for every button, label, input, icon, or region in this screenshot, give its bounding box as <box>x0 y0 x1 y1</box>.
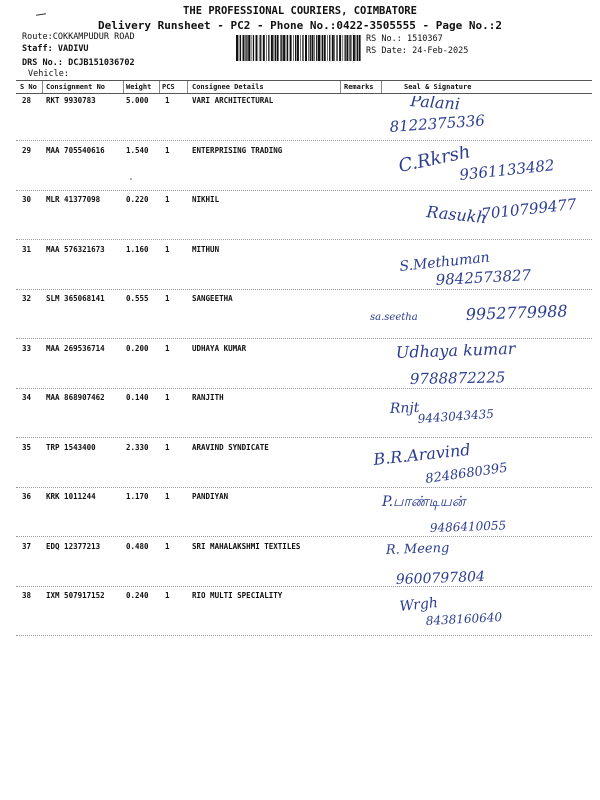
row-pcs: 1 <box>165 244 170 254</box>
barcode-bar <box>339 35 341 61</box>
row-weight: 0.220 <box>126 195 149 204</box>
row-consignee: UDHAYA KUMAR <box>192 343 247 353</box>
signature-drawing <box>370 443 590 493</box>
row-weight: 1.540 <box>126 145 149 155</box>
row-pcs: 1 <box>165 393 170 402</box>
barcode-bar <box>322 35 323 61</box>
signature-drawing <box>370 492 590 542</box>
rs-no-value: 1510367 <box>406 34 443 44</box>
row-weight: 1.170 <box>126 492 149 501</box>
staff-value: VADIVU <box>57 44 89 54</box>
signature-phone: 7010799477 <box>480 195 578 223</box>
barcode-bar <box>312 35 314 61</box>
rs-no-line <box>366 34 443 44</box>
barcode-bar <box>280 35 281 61</box>
header-bottom-rule <box>16 93 592 94</box>
row-consignment-no: MAA 705540616 <box>46 145 105 155</box>
row-separator <box>16 635 592 636</box>
col-header-sno: S No <box>20 83 37 91</box>
barcode-bar <box>327 35 328 61</box>
barcode-bar <box>336 35 337 61</box>
row-signature <box>370 542 590 592</box>
signature-phone: 9952779988 <box>465 301 568 324</box>
row-signature <box>370 344 590 394</box>
row-separator <box>16 536 592 537</box>
barcode-bar <box>295 35 296 61</box>
route-label: Route: <box>22 32 53 42</box>
stray-mark <box>130 178 132 180</box>
col-header-pcs: PCS <box>162 83 175 91</box>
row-consignee: VARI ARCHITECTURAL <box>192 96 274 105</box>
barcode-bar <box>243 35 245 61</box>
barcode-bar <box>290 35 292 61</box>
signature-drawing <box>370 96 590 146</box>
row-weight: 1.160 <box>126 244 149 254</box>
row-separator <box>16 140 592 141</box>
barcode-bar <box>318 35 320 61</box>
barcode-bar <box>316 35 317 61</box>
barcode-bar <box>253 35 254 61</box>
barcode-bar <box>353 35 355 61</box>
barcode-bar <box>308 35 309 61</box>
drs-line <box>22 58 135 68</box>
col-header-weight: Weight <box>126 83 152 91</box>
row-pcs: 1 <box>165 294 170 303</box>
company-title: THE PROFESSIONAL COURIERS, COIMBATORE <box>183 5 417 17</box>
row-consignment-no: MLR 41377098 <box>46 195 101 204</box>
signature-drawing <box>370 591 590 641</box>
signature-phone: 9361133482 <box>458 155 556 184</box>
table-row <box>0 542 600 592</box>
row-weight: 2.330 <box>126 442 149 452</box>
barcode-bar <box>277 35 279 61</box>
col-header-remarks: Remarks <box>344 83 374 91</box>
signature-name: S.Methuman <box>398 249 491 275</box>
table-row <box>0 443 600 493</box>
col-divider <box>42 81 43 93</box>
header-top-rule <box>16 80 592 81</box>
signature-name: Palani <box>409 96 461 114</box>
signature-drawing <box>370 393 590 443</box>
rs-date-line <box>366 46 468 56</box>
row-pcs: 1 <box>165 442 170 452</box>
barcode-bar <box>236 35 238 61</box>
row-sno: 34 <box>22 393 32 402</box>
row-signature <box>370 393 590 443</box>
row-consignee: PANDIYAN <box>192 492 229 501</box>
col-header-consignee: Consignee Details <box>192 83 264 91</box>
row-weight: 0.240 <box>126 591 149 600</box>
barcode-bar <box>240 35 241 61</box>
row-pcs: 1 <box>165 145 170 155</box>
barcode-bar <box>345 35 346 61</box>
row-sno: 31 <box>22 244 32 254</box>
signature-name: Rnjt <box>389 399 420 417</box>
barcode-bar <box>349 35 350 61</box>
row-sno: 36 <box>22 492 32 501</box>
barcode-bar <box>302 35 303 61</box>
barcode-bar <box>332 35 334 61</box>
barcode-bar <box>321 35 322 61</box>
row-separator <box>16 289 592 290</box>
row-weight: 0.200 <box>126 343 149 353</box>
row-consignment-no: MAA 576321673 <box>46 244 105 254</box>
barcode-bar <box>310 35 311 61</box>
barcode-bar <box>334 35 335 61</box>
vehicle-label: Vehicle: <box>28 69 69 79</box>
row-separator <box>16 586 592 587</box>
signature-name: sa.seetha <box>370 312 418 323</box>
barcode-bar <box>281 35 282 61</box>
rs-date-value: 24-Feb-2025 <box>412 46 469 56</box>
row-separator <box>16 190 592 191</box>
col-divider <box>340 81 341 93</box>
route-value: COKKAMPUDUR ROAD <box>52 32 135 42</box>
row-consignee: ENTERPRISING TRADING <box>192 145 283 155</box>
barcode-bar <box>300 35 301 61</box>
signature-name: P.பாண்டியன் <box>382 494 466 510</box>
barcode-bar <box>346 35 348 61</box>
row-separator <box>16 239 592 240</box>
row-sno: 37 <box>22 541 32 551</box>
signature-phone: 9486410055 <box>429 518 507 535</box>
barcode-bar <box>297 35 299 61</box>
barcode-bar <box>283 35 285 61</box>
row-consignment-no: MAA 868907462 <box>46 393 105 402</box>
barcode-bar <box>287 35 288 61</box>
signature-name: Wrgh <box>398 595 439 615</box>
barcode-bar <box>245 35 246 61</box>
table-row <box>0 591 600 641</box>
table-row <box>0 344 600 394</box>
barcode-bar <box>274 35 275 61</box>
row-signature <box>370 294 590 344</box>
row-signature <box>370 146 590 196</box>
row-consignee: SRI MAHALAKSHMI TEXTILES <box>192 541 301 551</box>
signature-name: C.Rkrsh <box>396 145 473 177</box>
barcode-bar <box>248 35 250 61</box>
barcode-bar <box>271 35 273 61</box>
row-separator <box>16 487 592 488</box>
barcode-bar <box>359 35 361 61</box>
row-consignment-no: IXM 507917152 <box>46 591 105 600</box>
row-weight: 0.140 <box>126 393 149 402</box>
signature-name: R. Meeng <box>385 541 450 558</box>
row-signature <box>370 96 590 146</box>
col-divider <box>381 81 382 93</box>
barcode-bar <box>275 35 276 61</box>
row-pcs: 1 <box>165 492 170 501</box>
row-sno: 38 <box>22 591 32 600</box>
row-consignment-no: RKT 9930783 <box>46 96 96 105</box>
row-separator <box>16 437 592 438</box>
barcode-bar <box>268 35 269 61</box>
barcode-bar <box>251 35 252 61</box>
barcode-bar <box>357 35 358 61</box>
barcode <box>236 35 361 61</box>
row-consignment-no: TRP 1543400 <box>46 442 96 452</box>
row-consignment-no: EDQ 12377213 <box>46 541 101 551</box>
signature-name: B.R.Aravind <box>372 442 472 469</box>
signature-phone: 9842573827 <box>435 265 532 289</box>
runsheet-subtitle: Delivery Runsheet - PC2 - Phone No.:0422-3505555 - Page No.:2 <box>98 19 502 32</box>
rs-no-label: RS No.: <box>366 34 402 44</box>
signature-name: Rasukh <box>425 202 488 228</box>
row-consignee: RANJITH <box>192 393 224 402</box>
drs-value: DCJB151036702 <box>68 58 135 68</box>
row-signature <box>370 443 590 493</box>
col-divider <box>187 81 188 93</box>
row-signature <box>370 245 590 295</box>
signature-drawing <box>370 146 590 196</box>
row-consignment-no: SLM 365068141 <box>46 294 105 303</box>
col-header-seal: Seal & Signature <box>404 83 472 91</box>
signature-drawing <box>370 542 590 592</box>
signature-drawing <box>370 245 590 295</box>
staff-label: Staff: <box>22 44 53 54</box>
barcode-bar <box>329 35 330 61</box>
rs-date-label: RS Date: <box>366 46 407 56</box>
row-consignee: RIO MULTI SPECIALITY <box>192 591 283 600</box>
barcode-bar <box>305 35 307 61</box>
table-row <box>0 294 600 344</box>
barcode-bar <box>263 35 265 61</box>
row-signature <box>370 591 590 641</box>
row-weight: 0.555 <box>126 294 149 303</box>
table-row <box>0 96 600 146</box>
signature-phone: 9788872225 <box>409 367 506 388</box>
barcode-bar <box>256 35 258 61</box>
row-consignee: NIKHIL <box>192 195 220 204</box>
row-consignee: ARAVIND SYNDICATE <box>192 442 269 452</box>
barcode-bar <box>356 35 357 61</box>
signature-phone: 8438160640 <box>425 610 503 628</box>
signature-phone: 8122375336 <box>389 111 486 136</box>
row-weight: 0.480 <box>126 541 149 551</box>
row-consignment-no: KRK 1011244 <box>46 492 96 501</box>
signature-drawing <box>370 344 590 394</box>
row-separator <box>16 388 592 389</box>
table-row <box>0 195 600 245</box>
barcode-bar <box>266 35 267 61</box>
row-pcs: 1 <box>165 195 170 204</box>
row-consignment-no: MAA 269536714 <box>46 343 105 353</box>
row-sno: 32 <box>22 294 32 303</box>
barcode-bar <box>314 35 315 61</box>
row-separator <box>16 338 592 339</box>
barcode-bar <box>246 35 247 61</box>
row-signature <box>370 492 590 542</box>
barcode-bar <box>286 35 287 61</box>
row-consignee: MITHUN <box>192 244 220 254</box>
barcode-bar <box>293 35 294 61</box>
row-sno: 30 <box>22 195 32 204</box>
barcode-bar <box>350 35 351 61</box>
signature-phone: 8248680395 <box>424 460 509 487</box>
barcode-bar <box>239 35 240 61</box>
row-consignee: SANGEETHA <box>192 294 233 303</box>
row-pcs: 1 <box>165 343 170 353</box>
row-sno: 33 <box>22 343 32 353</box>
barcode-bar <box>260 35 261 61</box>
staff-line <box>22 44 89 54</box>
barcode-bar <box>259 35 260 61</box>
row-pcs: 1 <box>165 96 170 105</box>
signature-phone: 9443043435 <box>417 406 495 426</box>
drs-label: DRS No.: <box>22 58 63 68</box>
table-row <box>0 393 600 443</box>
row-sno: 35 <box>22 442 32 452</box>
row-pcs: 1 <box>165 541 170 551</box>
table-row <box>0 146 600 196</box>
row-pcs: 1 <box>165 591 170 600</box>
signature-drawing <box>370 195 590 245</box>
barcode-bar <box>343 35 344 61</box>
signature-drawing <box>370 294 590 344</box>
row-signature <box>370 195 590 245</box>
row-weight: 5.000 <box>126 96 149 105</box>
route-line <box>22 32 135 42</box>
signature-phone: 9600797804 <box>395 568 486 588</box>
col-divider <box>123 81 124 93</box>
signature-name: Udhaya kumar <box>395 343 516 362</box>
col-header-consignment: Consignment No <box>46 83 106 91</box>
row-sno: 29 <box>22 145 32 155</box>
table-row <box>0 245 600 295</box>
col-divider <box>159 81 160 93</box>
table-row <box>0 492 600 542</box>
barcode-bar <box>324 35 326 61</box>
row-sno: 28 <box>22 96 32 105</box>
